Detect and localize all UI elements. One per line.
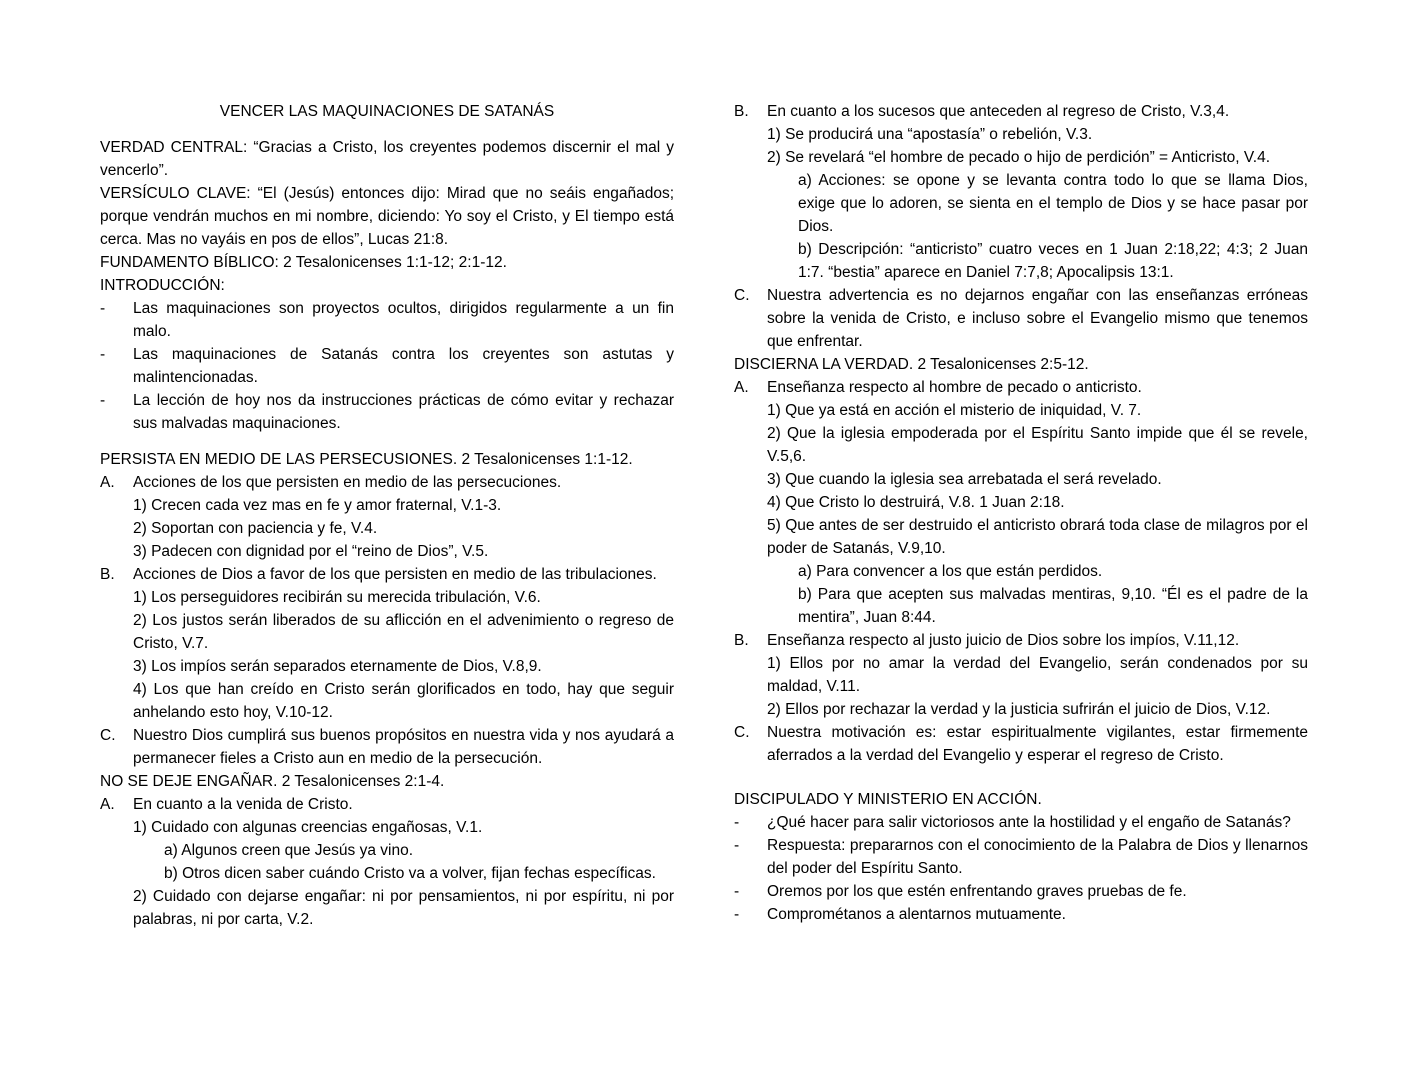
bullet-marker: -: [100, 392, 106, 409]
document-title: VENCER LAS MAQUINACIONES DE SATANÁS: [219, 103, 555, 120]
spacer: [100, 435, 674, 448]
sub-item: 4) Que Cristo lo destruirá, V.8. 1 Juan 2:18.: [767, 494, 1065, 511]
bullet-text: Oremos por los que estén enfrentando graves pruebas de fe.: [767, 883, 1187, 900]
outline-marker: A.: [734, 379, 749, 396]
outline-item-a: [100, 471, 674, 494]
sub-item: 3) Que cuando la iglesia sea arrebatada el será revelado.: [767, 471, 1162, 488]
outline-marker: A.: [100, 796, 115, 813]
sub-item: 1) Ellos por no amar la verdad del Evangelio, serán condenados por su maldad, V.11.: [767, 655, 1308, 695]
section-heading-no-se-deje: NO SE DEJE ENGAÑAR. 2 Tesalonicenses 2:1-4.: [100, 773, 445, 790]
action-bullet: [734, 834, 1308, 880]
section-heading-persista: PERSISTA EN MEDIO DE LAS PERSECUSIONES. 2 Tesalonicenses 1:1-12.: [100, 451, 633, 468]
outline-marker: B.: [734, 632, 749, 649]
outline-text: Acciones de Dios a favor de los que persisten en medio de las tribulaciones.: [133, 566, 657, 583]
bullet-marker: -: [734, 837, 740, 854]
sub-item: 1) Crecen cada vez mas en fe y amor fraternal, V.1-3.: [133, 497, 502, 514]
bullet-text: Las maquinaciones son proyectos ocultos, dirigidos regularmente a un fin malo.: [133, 300, 674, 340]
versiculo-clave: VERSÍCULO CLAVE: “El (Jesús) entonces dijo: Mirad que no seáis engañados; porque vendrán muchos en mi nombre, diciendo: Yo soy el Cristo, y El tiempo está cerca. Mas no vayáis en pos de ellos”, Lucas 21:8.: [100, 185, 674, 248]
sub-item: 2) Los justos serán liberados de su aflicción en el advenimiento o regreso de Cristo, V.7.: [133, 612, 674, 652]
sub-sub-item: b) Descripción: “anticristo” cuatro veces en 1 Juan 2:18,22; 4:3; 2 Juan 1:7. “bestia” aparece en Daniel 7:7,8; Apocalipsis 13:1.: [798, 241, 1308, 281]
section-heading-discierna: DISCIERNA LA VERDAD. 2 Tesalonicenses 2:5-12.: [734, 356, 1089, 373]
bullet-text: La lección de hoy nos da instrucciones prácticas de cómo evitar y rechazar sus malvadas maquinaciones.: [133, 392, 674, 432]
spacer: [734, 767, 1308, 788]
sub-item: 2) Soportan con paciencia y fe, V.4.: [133, 520, 378, 537]
sub-sub-item: b) Para que acepten sus malvadas mentiras, 9,10. “Él es el padre de la mentira”, Juan 8:44.: [798, 586, 1308, 626]
outline-text: Acciones de los que persisten en medio de las persecuciones.: [133, 474, 562, 491]
outline-marker: C.: [734, 287, 750, 304]
outline-item-a: [734, 376, 1308, 399]
bullet-text: Respuesta: prepararnos con el conocimiento de la Palabra de Dios y llenarnos del poder del Espíritu Santo.: [767, 837, 1308, 877]
sub-item: 3) Los impíos serán separados eternamente de Dios, V.8,9.: [133, 658, 542, 675]
sub-item: 2) Ellos por rechazar la verdad y la justicia sufrirán el juicio de Dios, V.12.: [767, 701, 1271, 718]
outline-item-b: [734, 100, 1308, 123]
action-bullet: [734, 880, 1308, 903]
left-column: [100, 100, 674, 931]
outline-marker: B.: [734, 103, 749, 120]
outline-item-a: [100, 793, 674, 816]
sub-item: 5) Que antes de ser destruido el anticristo obrará toda clase de milagros por el poder de Satanás, V.9,10.: [767, 517, 1308, 557]
sub-sub-item: b) Otros dicen saber cuándo Cristo va a volver, fijan fechas específicas.: [164, 865, 656, 882]
bullet-text: Las maquinaciones de Satanás contra los creyentes son astutas y malintencionadas.: [133, 346, 674, 386]
intro-bullet: [100, 343, 674, 389]
outline-item-c: [100, 724, 674, 770]
outline-marker: C.: [734, 724, 750, 741]
outline-text: Nuestro Dios cumplirá sus buenos propósitos en nuestra vida y nos ayudará a permanecer fieles a Cristo aun en medio de la persecución.: [133, 727, 674, 767]
sub-item: 2) Que la iglesia empoderada por el Espíritu Santo impide que él se revele, V.5,6.: [767, 425, 1308, 465]
outline-text: En cuanto a la venida de Cristo.: [133, 796, 353, 813]
outline-marker: B.: [100, 566, 115, 583]
action-bullet: [734, 811, 1308, 834]
sub-sub-item: a) Acciones: se opone y se levanta contra todo lo que se llama Dios, exige que lo adoren, se sienta en el templo de Dios y se hace pasar por Dios.: [798, 172, 1308, 235]
bullet-marker: -: [100, 300, 106, 317]
outline-item-c: [734, 284, 1308, 353]
right-column: [734, 100, 1308, 926]
sub-item: 4) Los que han creído en Cristo serán glorificados en todo, hay que seguir anhelando esto hoy, V.10-12.: [133, 681, 674, 721]
fundamento-biblico: FUNDAMENTO BÍBLICO: 2 Tesalonicenses 1:1-12; 2:1-12.: [100, 254, 507, 271]
verdad-central: VERDAD CENTRAL: “Gracias a Cristo, los creyentes podemos discernir el mal y vencerlo”.: [100, 139, 674, 179]
outline-text: En cuanto a los sucesos que anteceden al regreso de Cristo, V.3,4.: [767, 103, 1230, 120]
intro-bullet: [100, 297, 674, 343]
bullet-marker: -: [734, 906, 740, 923]
outline-marker: C.: [100, 727, 116, 744]
sub-item: 2) Cuidado con dejarse engañar: ni por pensamientos, ni por espíritu, ni por palabras, ni por carta, V.2.: [133, 888, 674, 928]
action-bullet: [734, 903, 1308, 926]
section-heading-discipulado: DISCIPULADO Y MINISTERIO EN ACCIÓN.: [734, 791, 1042, 808]
sub-sub-item: a) Algunos creen que Jesús ya vino.: [164, 842, 414, 859]
bullet-text: Comprométanos a alentarnos mutuamente.: [767, 906, 1066, 923]
introduccion-heading: INTRODUCCIÓN:: [100, 277, 225, 294]
sub-item: 1) Que ya está en acción el misterio de iniquidad, V. 7.: [767, 402, 1142, 419]
sub-item: 1) Se producirá una “apostasía” o rebelión, V.3.: [767, 126, 1093, 143]
outline-text: Enseñanza respecto al hombre de pecado o anticristo.: [767, 379, 1142, 396]
outline-text: Enseñanza respecto al justo juicio de Dios sobre los impíos, V.11,12.: [767, 632, 1240, 649]
intro-bullet: [100, 389, 674, 435]
sub-sub-item: a) Para convencer a los que están perdidos.: [798, 563, 1103, 580]
bullet-marker: -: [734, 814, 740, 831]
outline-item-b: [100, 563, 674, 586]
bullet-marker: -: [734, 883, 740, 900]
sub-item: 1) Cuidado con algunas creencias engañosas, V.1.: [133, 819, 483, 836]
sub-item: 3) Padecen con dignidad por el “reino de Dios”, V.5.: [133, 543, 489, 560]
outline-item-b: [734, 629, 1308, 652]
outline-text: Nuestra motivación es: estar espiritualmente vigilantes, estar firmemente aferrados a la verdad del Evangelio y esperar el regreso de Cristo.: [767, 724, 1308, 764]
outline-item-c: [734, 721, 1308, 767]
sub-item: 1) Los perseguidores recibirán su merecida tribulación, V.6.: [133, 589, 541, 606]
outline-marker: A.: [100, 474, 115, 491]
outline-text: Nuestra advertencia es no dejarnos engañar con las enseñanzas erróneas sobre la venida de Cristo, e incluso sobre el Evangelio mismo que tenemos que enfrentar.: [767, 287, 1308, 350]
bullet-text: ¿Qué hacer para salir victoriosos ante la hostilidad y el engaño de Satanás?: [767, 814, 1291, 831]
bullet-marker: -: [100, 346, 106, 363]
sub-item: 2) Se revelará “el hombre de pecado o hijo de perdición” = Anticristo, V.4.: [767, 149, 1271, 166]
